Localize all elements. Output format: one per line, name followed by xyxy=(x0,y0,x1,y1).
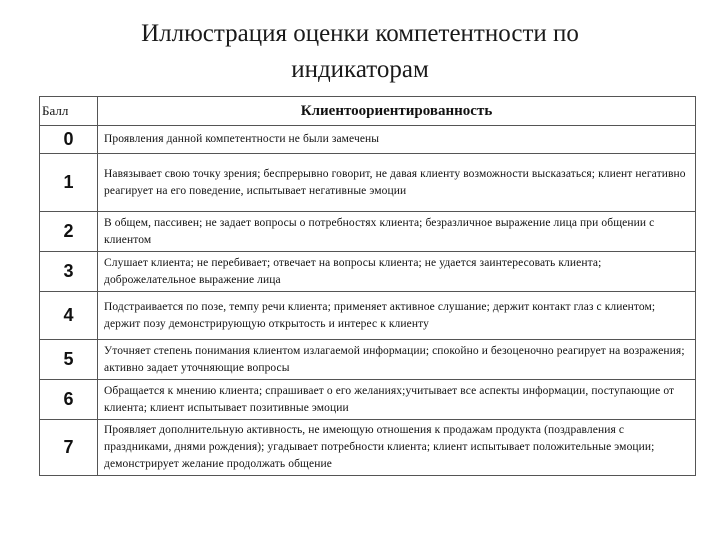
slide-title xyxy=(60,16,660,88)
score-cell: 2 xyxy=(40,212,98,252)
slide-title-line-2: индикаторам xyxy=(291,56,429,83)
table-row xyxy=(40,126,696,154)
indicator-description: Проявления данной компетентности не были замечены xyxy=(98,126,696,154)
indicator-description: Уточняет степень понимания клиентом излагаемой информации; спокойно и безоценочно реагирует на возражения; активно задает уточняющие вопросы xyxy=(98,340,696,380)
score-cell: 3 xyxy=(40,252,98,292)
table-row xyxy=(40,340,696,380)
score-column-header: Балл xyxy=(40,97,98,126)
indicator-description: Навязывает свою точку зрения; беспрерывно говорит, не давая клиенту возможности высказаться; клиент негативно реагирует на его поведение, испытывает негативные эмоции xyxy=(98,154,696,212)
score-cell: 4 xyxy=(40,292,98,340)
indicator-description: Слушает клиента; не перебивает; отвечает на вопросы клиента; не удается заинтересовать клиента; доброжелательное выражение лица xyxy=(98,252,696,292)
table-row xyxy=(40,252,696,292)
indicator-description: Подстраивается по позе, темпу речи клиента; применяет активное слушание; держит контакт глаз с клиентом; держит позу демонстрирующую открытость и интерес к клиенту xyxy=(98,292,696,340)
table-row xyxy=(40,154,696,212)
score-cell: 0 xyxy=(40,126,98,154)
competence-column-header: Клиентоориентированность xyxy=(98,97,696,126)
score-cell: 6 xyxy=(40,380,98,420)
slide-title-line-1: Иллюстрация оценки компетентности по xyxy=(141,20,579,47)
table-row xyxy=(40,420,696,476)
table-row xyxy=(40,212,696,252)
table-row xyxy=(40,292,696,340)
competence-indicator-table xyxy=(39,96,696,476)
score-cell: 1 xyxy=(40,154,98,212)
indicator-description: Обращается к мнению клиента; спрашивает о его желаниях;учитывает все аспекты информации, поступающие от клиента; клиент испытывает позитивные эмоции xyxy=(98,380,696,420)
indicator-description: Проявляет дополнительную активность, не имеющую отношения к продажам продукта (поздравления с праздниками, днями рождения); угадывает потребности клиента; клиент испытывает положительные эмоции; демонстрирует желание продолжать общение xyxy=(98,420,696,476)
score-cell: 5 xyxy=(40,340,98,380)
score-cell: 7 xyxy=(40,420,98,476)
indicator-description: В общем, пассивен; не задает вопросы о потребностях клиента; безразличное выражение лица при общении с клиентом xyxy=(98,212,696,252)
table-row xyxy=(40,380,696,420)
table-header-row xyxy=(40,97,696,126)
